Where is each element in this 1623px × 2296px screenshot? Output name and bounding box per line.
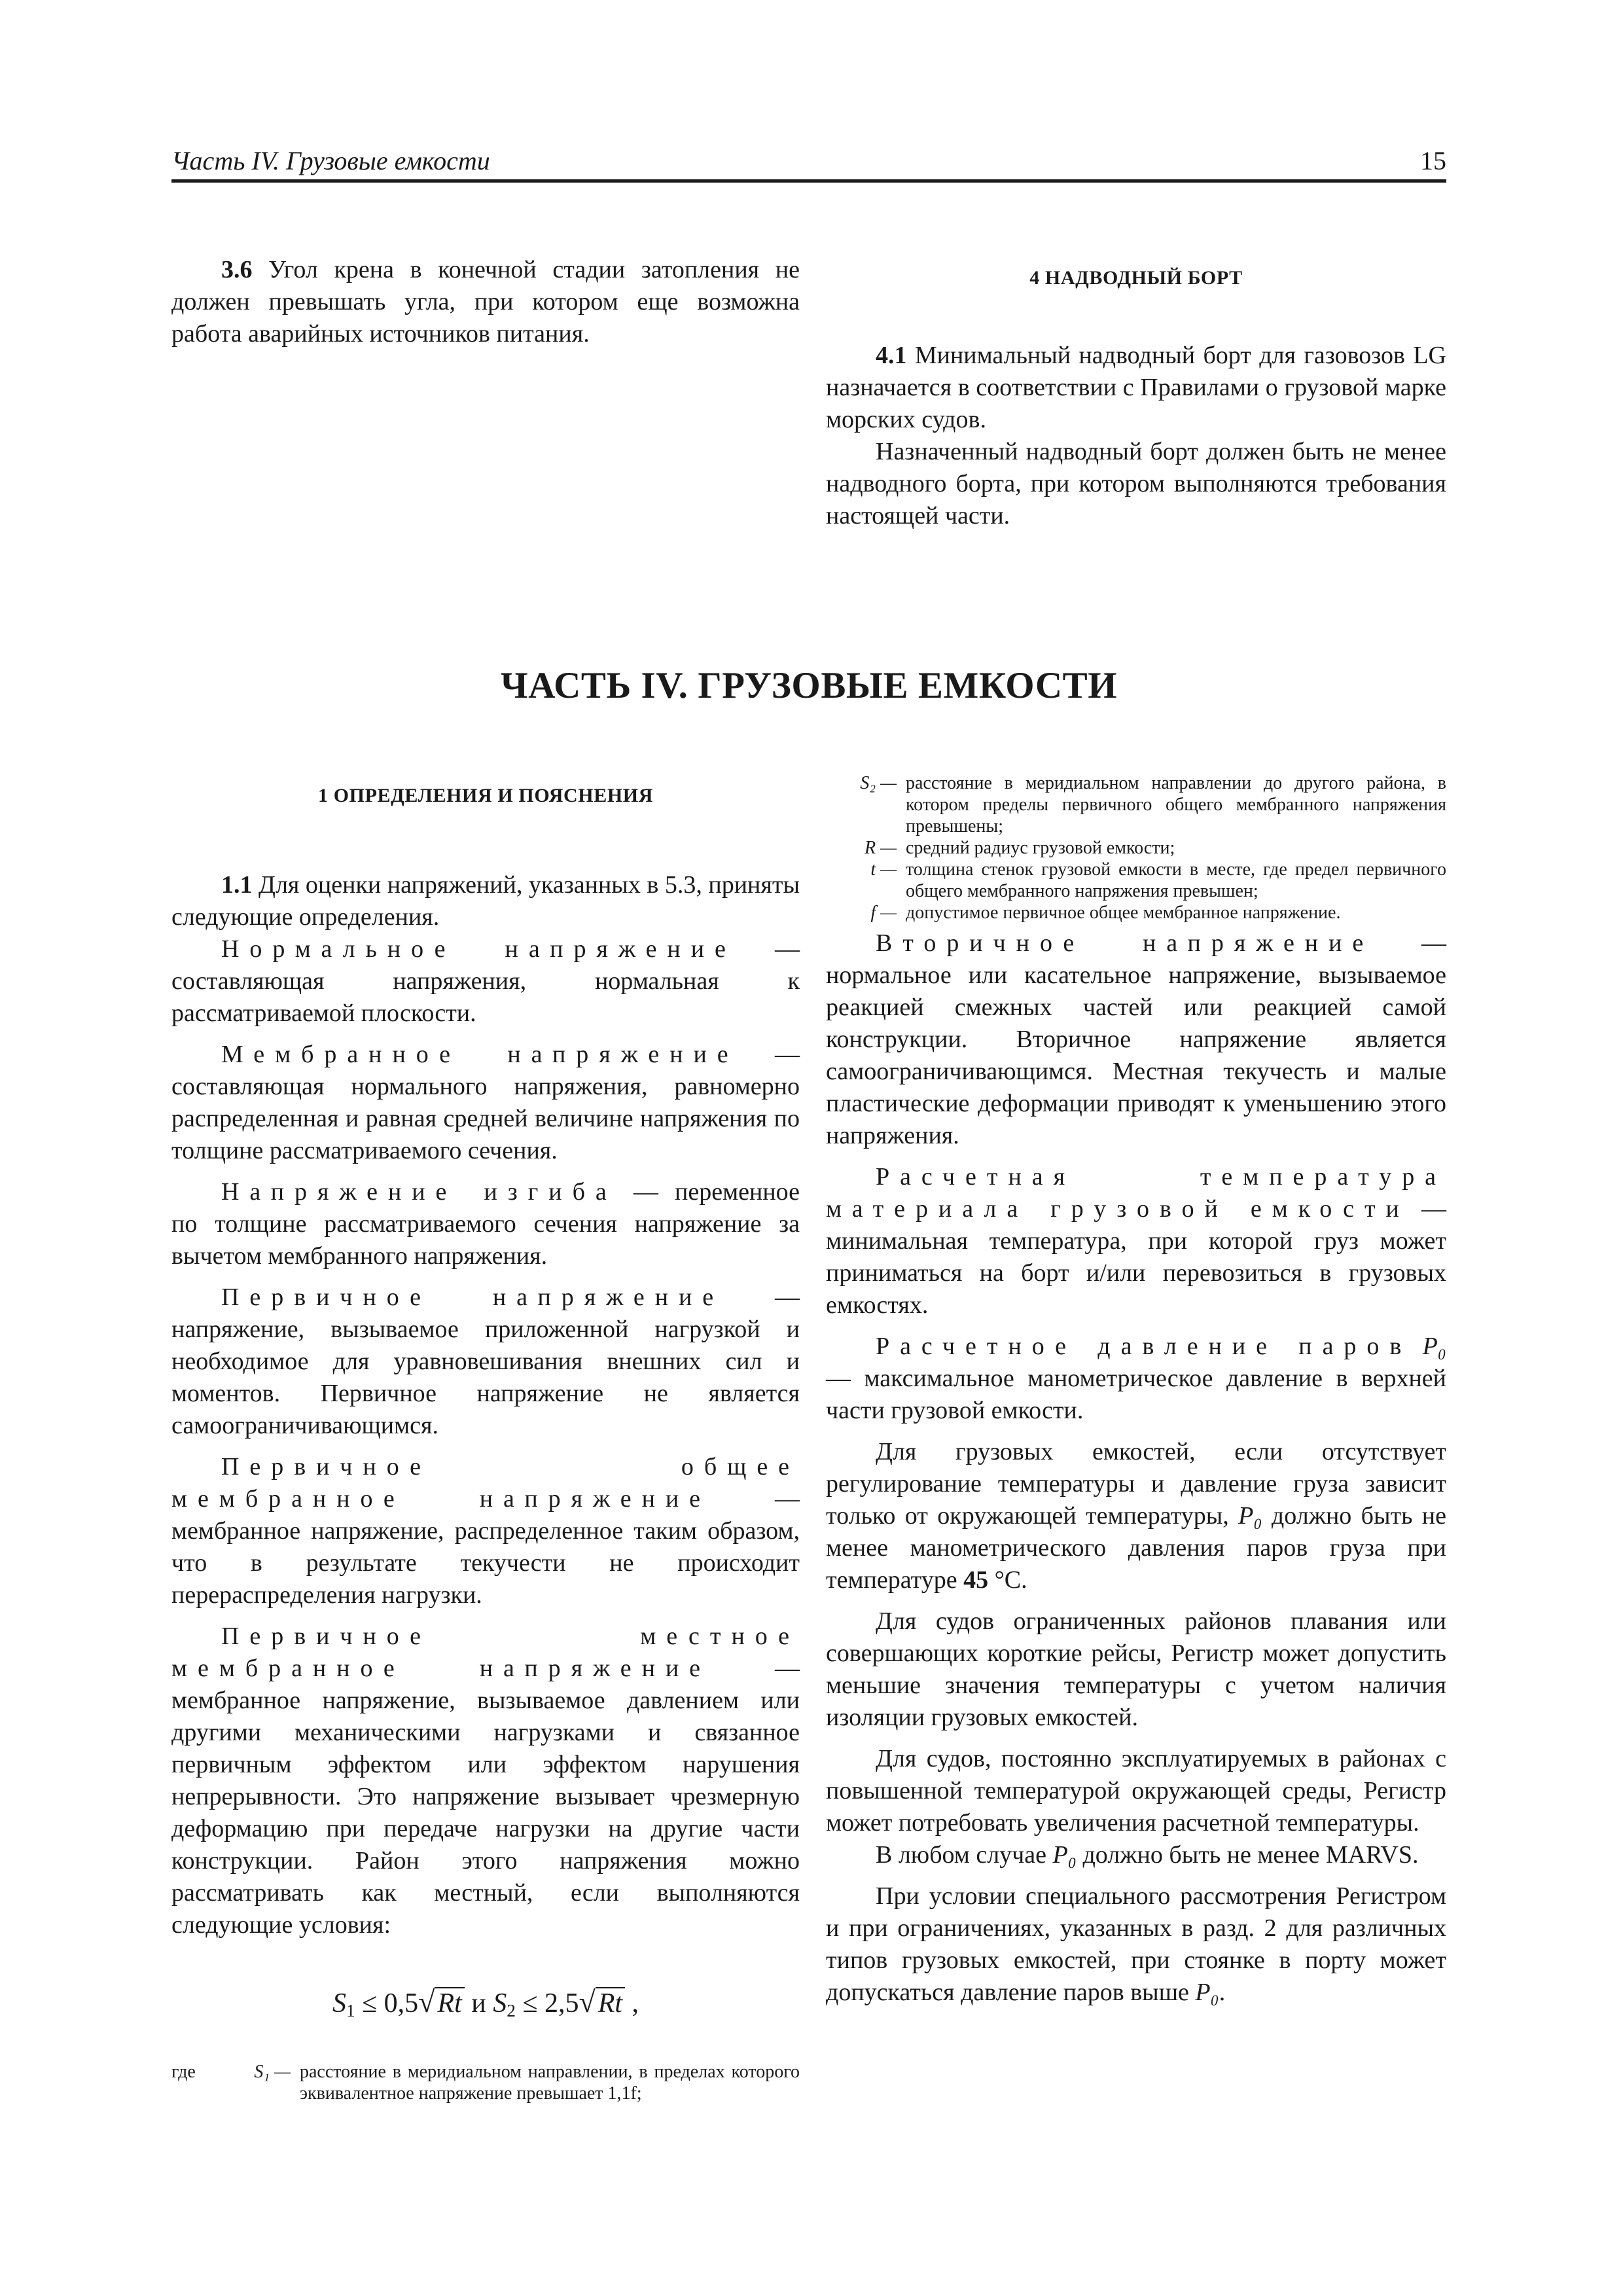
running-header <box>171 143 1446 183</box>
definition-primary-general-membrane: Первичное общее мембранное напряжение — мембранное напряжение, распределенное таким образом, что в результате текучести не происходит перераспределения нагрузки. <box>171 1453 800 1609</box>
formula-local-conditions: $S_1 \le 0,5√Rt$ и $S_2 \le 2,5√Rt$ , <box>332 1985 639 2020</box>
paragraph-ambient-temperature: Для грузовых емкостей, если отсутствует регулирование температуры и давление груза зависит только от окружающей температуры, P₀ должно быть не менее манометрического давления паров груза при температуре 45 °C. <box>826 1438 1447 1594</box>
definition-bending-stress: Напряжение изгиба — переменное по толщине рассматриваемого сечения напряжение за вычетом мембранного напряжения. <box>171 1178 800 1270</box>
term: Вторичное напряжение <box>876 929 1374 957</box>
symbol: f — <box>870 903 897 923</box>
symbol-definition <box>826 837 1446 859</box>
paragraph-freeboard: Назначенный надводный борт должен быть не менее надводного борта, при котором выполняются требования настоящей части. <box>826 438 1446 529</box>
top-left-column <box>171 254 800 350</box>
paragraph-restricted-navigation: Для судов ограниченных районов плавания или совершающих короткие рейсы, Регистр может допустить меньшие значения температуры с учетом наличия изоляции грузовых емкостей. <box>826 1607 1446 1731</box>
left-column <box>171 772 800 2104</box>
definition-primary-local-membrane: Первичное местное мембранное напряжение — мембранное напряжение, вызываемое давлением или другими механическими нагрузками и связанное первичным эффектом или эффектом нарушения непрерывности. Это напряжение вызывает чрезмерную деформацию при передаче нагрузки на другие части конструкции. Район этого напряжения можно рассматривать как местный, если выполняются следующие условия: <box>171 1623 800 1939</box>
symbol: S₂ — <box>860 773 897 793</box>
paragraph-number: 1.1 <box>221 871 253 899</box>
term: Расчетное давление паров <box>876 1333 1412 1360</box>
definition-secondary-stress: Вторичное напряжение — нормальное или касательное напряжение, вызываемое реакцией смежных частей или реакцией самой конструкции. Вторичное напряжение является самоограничивающимся. Местная текучесть и малые пластические деформации приводят к уменьшению этого напряжения. <box>826 929 1446 1149</box>
section-heading-4: 4 НАДВОДНЫЙ БОРТ <box>1029 267 1243 289</box>
term: Расчетная температура материала грузовой емкости <box>826 1163 1446 1223</box>
right-column <box>826 772 1446 2009</box>
term: Нормальное напряжение <box>221 935 736 963</box>
symbol: t — <box>870 859 897 880</box>
term: Мембранное напряжение <box>221 1041 739 1068</box>
symbol-definition <box>826 859 1446 902</box>
symbol-description: расстояние в меридиальном направлении до другого района, в котором пределы первичного общего мембранного напряжения превышены; <box>906 773 1446 836</box>
definition-design-temperature: Расчетная температура материала грузовой емкости — минимальная температура, при которой груз может приниматься на борт и/или перевозиться в грузовых емкостях. <box>826 1163 1447 1319</box>
page-number: 15 <box>1420 146 1446 175</box>
symbol-description: толщина стенок грузовой емкости в месте, где предел первичного общего мембранного напряжения превышен; <box>906 859 1446 901</box>
where-item-s1: где S₁ — расстояние в меридиальном направлении, в пределах которого эквивалентное напряжение превышает 1,1f; <box>171 2061 800 2104</box>
term: Первичное местное мембранное напряжение <box>171 1623 800 1682</box>
paragraph-3-6: 3.6 Угол крена в конечной стадии затопления не должен превышать угла, при котором еще возможна работа аварийных источников питания. <box>171 256 800 348</box>
symbol-description: средний радиус грузовой емкости; <box>906 838 1175 858</box>
term: Первичное напряжение <box>221 1283 724 1311</box>
term: Напряжение изгиба <box>221 1178 617 1206</box>
definition-membrane-stress: Мембранное напряжение — составляющая нормального напряжения, равномерно распределенная и равная средней величине напряжения по толщине рассматриваемого сечения. <box>171 1041 800 1164</box>
paragraph-high-temperature: Для судов, постоянно эксплуатируемых в районах с повышенной температурой окружающей среды, Регистр может потребовать увеличения расчетной температуры. <box>826 1745 1446 1837</box>
symbol-definition <box>826 902 1446 924</box>
definition-normal-stress: Нормальное напряжение — составляющая напряжения, нормальная к рассматриваемой плоскости. <box>171 935 800 1027</box>
section-heading-1: 1 ОПРЕДЕЛЕНИЯ И ПОЯСНЕНИЯ <box>318 785 653 806</box>
part-title: ЧАСТЬ IV. ГРУЗОВЫЕ ЕМКОСТИ <box>500 665 1118 706</box>
top-right-column <box>826 254 1446 532</box>
symbol: R — <box>865 838 897 858</box>
paragraph-port-vapour-pressure: При условии специального рассмотрения Регистром и при ограничениях, указанных в разд. 2 для различных типов грузовых емкостей, при стоянке в порту может допускаться давление паров выше P₀. <box>826 1882 1446 2006</box>
header-part-title: Часть IV. Грузовые емкости <box>171 146 490 175</box>
paragraph-number: 3.6 <box>221 256 253 283</box>
paragraph-1-1: 1.1 Для оценки напряжений, указанных в 5.3, приняты следующие определения. <box>171 871 800 931</box>
term: Первичное общее мембранное напряжение <box>171 1453 800 1513</box>
definition-design-vapour-pressure: Расчетное давление паров P₀ — максимальное манометрическое давление в верхней части грузовой емкости. <box>826 1333 1446 1424</box>
symbol-description: допустимое первичное общее мембранное напряжение. <box>906 903 1341 923</box>
paragraph-4-1: 4.1 Минимальный надводный борт для газовозов LG назначается в соответствии с Правилами о грузовой марке морских судов. <box>826 342 1446 433</box>
symbol-definition <box>826 772 1446 837</box>
symbol-list <box>826 772 1446 924</box>
paragraph-number: 4.1 <box>876 342 907 369</box>
definition-primary-stress: Первичное напряжение — напряжение, вызываемое приложенной нагрузкой и необходимое для уравновешивания внешних сил и моментов. Первичное напряжение не является самоограничивающимся. <box>171 1283 800 1439</box>
paragraph-marvs: В любом случае P₀ должно быть не менее MARVS. <box>876 1841 1419 1869</box>
where-list <box>171 2061 800 2104</box>
